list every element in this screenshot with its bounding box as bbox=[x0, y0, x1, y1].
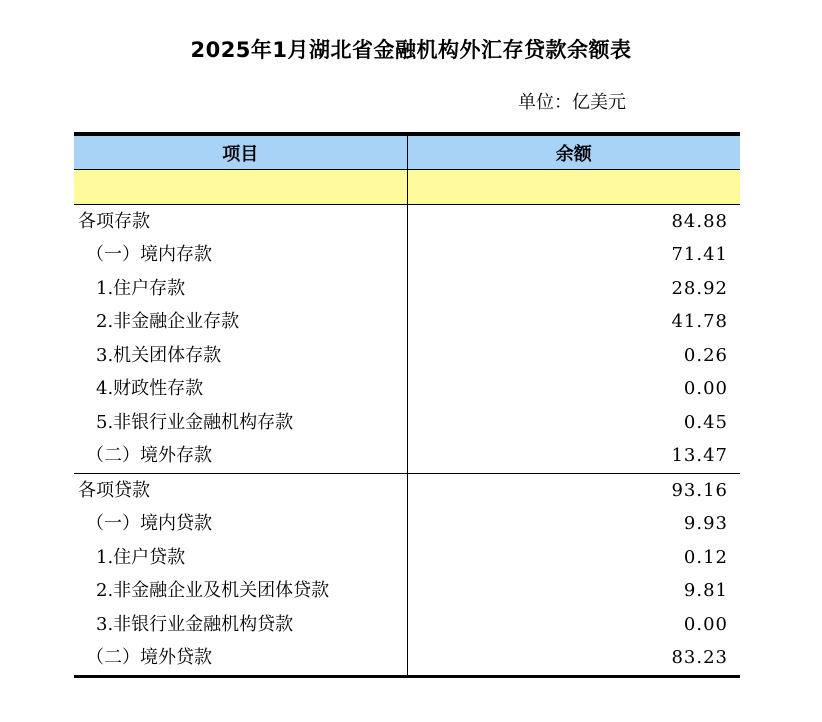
row-label: 2.非金融企业存款 bbox=[74, 306, 407, 340]
row-value: 13.47 bbox=[671, 445, 728, 467]
row-label: 1.住户存款 bbox=[74, 272, 407, 306]
subheader-cell-balance bbox=[407, 170, 740, 205]
table-subheader-row bbox=[74, 170, 740, 205]
row-value: 0.00 bbox=[683, 613, 728, 635]
row-value: 0.12 bbox=[683, 546, 728, 568]
row-label: （二）境外存款 bbox=[74, 440, 407, 474]
row-label: （一）境内贷款 bbox=[74, 508, 407, 542]
table-row bbox=[74, 406, 740, 440]
row-value: 83.23 bbox=[407, 642, 740, 677]
table-row bbox=[74, 508, 740, 542]
subheader-cell-item bbox=[74, 170, 407, 205]
row-value: 71.41 bbox=[671, 244, 728, 266]
row-value: 0.45 bbox=[683, 411, 728, 433]
table-row bbox=[74, 306, 740, 340]
table-row bbox=[74, 575, 740, 609]
row-label: 1.住户贷款 bbox=[74, 541, 407, 575]
row-label: 各项贷款 bbox=[74, 474, 407, 508]
row-value: 41.78 bbox=[671, 311, 728, 333]
row-value: 9.93 bbox=[683, 513, 728, 535]
table-row bbox=[74, 642, 740, 677]
table-row bbox=[74, 205, 740, 239]
row-value: 84.88 bbox=[671, 210, 728, 232]
balance-table bbox=[74, 132, 740, 678]
unit-label: 单位：亿美元 bbox=[518, 92, 626, 113]
table-row bbox=[74, 339, 740, 373]
row-label: 3.机关团体存款 bbox=[74, 339, 407, 373]
table-row bbox=[74, 474, 740, 508]
row-label: 3.非银行业金融机构贷款 bbox=[74, 608, 407, 642]
page-title: 2025年1月湖北省金融机构外汇存贷款余额表 bbox=[190, 38, 632, 62]
row-label: （二）境外贷款 bbox=[74, 642, 407, 677]
table-row bbox=[74, 608, 740, 642]
row-value: 9.81 bbox=[683, 580, 728, 602]
header-item: 项目 bbox=[74, 134, 407, 170]
table-row bbox=[74, 541, 740, 575]
row-value: 0.26 bbox=[683, 344, 728, 366]
table-header-row bbox=[74, 134, 740, 170]
header-balance: 余额 bbox=[407, 134, 740, 170]
row-label: （一）境内存款 bbox=[74, 239, 407, 273]
row-label: 2.非金融企业及机关团体贷款 bbox=[74, 575, 407, 609]
row-value: 0.00 bbox=[683, 378, 728, 400]
row-label: 4.财政性存款 bbox=[74, 373, 407, 407]
table-row bbox=[74, 239, 740, 273]
table-row bbox=[74, 440, 740, 474]
row-value: 93.16 bbox=[407, 474, 740, 508]
row-label: 各项存款 bbox=[74, 205, 407, 239]
table-row bbox=[74, 373, 740, 407]
row-value: 28.92 bbox=[671, 277, 728, 299]
table-row bbox=[74, 272, 740, 306]
row-label: 5.非银行业金融机构存款 bbox=[74, 406, 407, 440]
